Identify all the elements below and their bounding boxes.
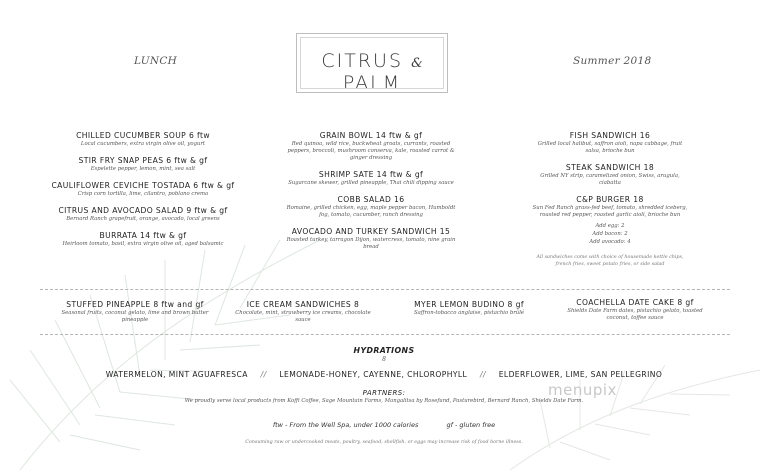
- partners-section: [0, 389, 768, 405]
- item-name: STEAK SANDWICH 18: [565, 163, 655, 172]
- menu-item: [286, 227, 456, 251]
- dessert-item: [560, 298, 710, 322]
- drink-separator: //: [479, 370, 486, 379]
- item-desc: Grilled local halibut, saffron aioli, napa cabbage, fruit salsa, brioche bun: [537, 141, 683, 154]
- addon-line: Add bacon: 2: [592, 231, 628, 237]
- item-desc: Shields Date Farm dates, pistachio gelato, toasted coconut, toffee sauce: [567, 308, 703, 321]
- menu-item: [530, 195, 690, 219]
- logo-text-citrus: CITRUS: [321, 50, 404, 72]
- menu-season-label: Summer 2018: [573, 55, 652, 67]
- menu-item: [286, 195, 456, 219]
- item-name: C&P BURGER 18: [576, 195, 644, 204]
- item-name: AVOCADO AND TURKEY SANDWICH 15: [291, 227, 451, 236]
- divider: [40, 334, 730, 335]
- logo-text-palm: PALM: [342, 72, 402, 94]
- addon-line: Add egg: 2: [595, 223, 625, 229]
- item-name: BURRATA 14 ftw & gf: [99, 231, 187, 240]
- item-name: STIR FRY SNAP PEAS 6 ftw & gf: [78, 156, 208, 165]
- menu-column-mains: [286, 131, 456, 259]
- dessert-item: [60, 300, 210, 324]
- item-desc: Grilled NY strip, caramelized onion, Swiss, arugula, ciabatta: [540, 173, 680, 186]
- legend-ftw: ftw - From the Well Spa, under 1000 calories: [272, 421, 419, 429]
- dessert-item: [394, 300, 544, 317]
- item-name: GRAIN BOWL 14 ftw & gf: [319, 131, 423, 140]
- item-desc: Espelette pepper, lemon, mint, sea salt: [90, 166, 196, 172]
- hydrations-section: [0, 346, 768, 379]
- item-name: CAULIFLOWER CEVICHE TOSTADA 6 ftw & gf: [51, 181, 235, 190]
- dietary-legend: [0, 421, 768, 429]
- divider: [40, 289, 730, 290]
- menu-item: [48, 231, 238, 248]
- item-desc: Crisp corn tortilla, lime, cilantro, poblano crema: [77, 191, 209, 197]
- item-desc: Roasted turkey, tarragon Dijon, watercress, tomato, nine grain bread: [286, 237, 456, 250]
- dessert-item: [228, 300, 378, 324]
- menu-item: [286, 170, 456, 187]
- hydrations-price: 8: [382, 356, 386, 363]
- menu-section-label: LUNCH: [134, 55, 178, 67]
- logo: [296, 33, 448, 93]
- sandwich-note: All sandwiches come with choice of housemade kettle chips, french fries, sweet potato fries, or side salad: [536, 255, 684, 267]
- item-desc: Sun Fed Ranch grass-fed beef, tomato, shredded iceberg, roasted red pepper, roasted garlic aioli, brioche bun: [532, 205, 688, 218]
- item-name: FISH SANDWICH 16: [569, 131, 651, 140]
- addon-line: Add avocado: 4: [589, 239, 631, 245]
- item-name: COBB SALAD 16: [337, 195, 405, 204]
- hydrations-title: HYDRATIONS: [353, 346, 415, 355]
- menu-item: [530, 131, 690, 155]
- item-desc: Bernard Ranch grapefruit, orange, avocado, local greens: [66, 216, 220, 222]
- item-name: STUFFED PINEAPPLE 8 ftw and gf: [66, 300, 204, 309]
- item-name: CITRUS AND AVOCADO SALAD 9 ftw & gf: [58, 206, 228, 215]
- item-desc: Local cucumbers, extra virgin olive oil, yogurt: [80, 141, 206, 147]
- logo-ampersand: &: [411, 56, 423, 71]
- food-safety-disclaimer: Consuming raw or undercooked meats, poultry, seafood, shellfish, or eggs may increase risk of food borne illness.: [245, 440, 523, 445]
- legend-gf: gf - gluten free: [446, 421, 496, 429]
- menu-item: [48, 181, 238, 198]
- partners-text: We proudly serve local products from Koffi Coffee, Sage Mountain Farms, Mangalitsa by Rosefund, Pasturebird, Bernard Ranch, Shields Date Farm.: [184, 398, 584, 404]
- item-name: ICE CREAM SANDWICHES 8: [246, 300, 360, 309]
- item-desc: Saffron-tobacco anglaise, pistachio brûlé: [413, 310, 525, 316]
- drink-item: ELDERFLOWER, LIME, SAN PELLEGRINO: [498, 370, 663, 379]
- item-desc: Seasonal fruits, coconut gelato, lime and brown butter pineapple: [61, 310, 209, 323]
- item-desc: Red quinoa, wild rice, buckwheat groats, currants, roasted peppers, broccoli, mushroom conserva, kale, roasted carrot & ginger dressing: [287, 141, 455, 161]
- menu-item: [48, 206, 238, 223]
- item-desc: Romaine, grilled chicken, egg, maple pepper bacon, Humboldt fog, tomato, cucumber, ranch dressing: [286, 205, 456, 218]
- partners-title: PARTNERS:: [362, 389, 406, 397]
- item-name: COACHELLA DATE CAKE 8 gf: [576, 298, 694, 307]
- watermark: menupix: [548, 381, 617, 399]
- drink-item: LEMONADE-HONEY, CAYENNE, CHLOROPHYLL: [279, 370, 468, 379]
- menu-item: [48, 156, 238, 173]
- menu-column-sandwiches: [530, 131, 690, 268]
- menu-item: [286, 131, 456, 162]
- item-desc: Heirloom tomato, basil, extra virgin olive oil, aged balsamic: [62, 241, 224, 247]
- menu-item: [530, 163, 690, 187]
- item-name: SHRIMP SATE 14 ftw & gf: [318, 170, 424, 179]
- item-desc: Sugarcane skewer, grilled pineapple, Thai chili dipping sauce: [288, 180, 454, 186]
- item-name: CHILLED CUCUMBER SOUP 6 ftw: [76, 131, 210, 140]
- menu-item: [48, 131, 238, 148]
- item-name: MYER LEMON BUDINO 8 gf: [414, 300, 524, 309]
- menu-column-starters: [48, 131, 238, 256]
- item-desc: Chocolate, mint, strawberry ice creams, chocolate sauce: [235, 310, 371, 323]
- drink-separator: //: [260, 370, 267, 379]
- drink-item: WATERMELON, MINT AGUAFRESCA: [105, 370, 248, 379]
